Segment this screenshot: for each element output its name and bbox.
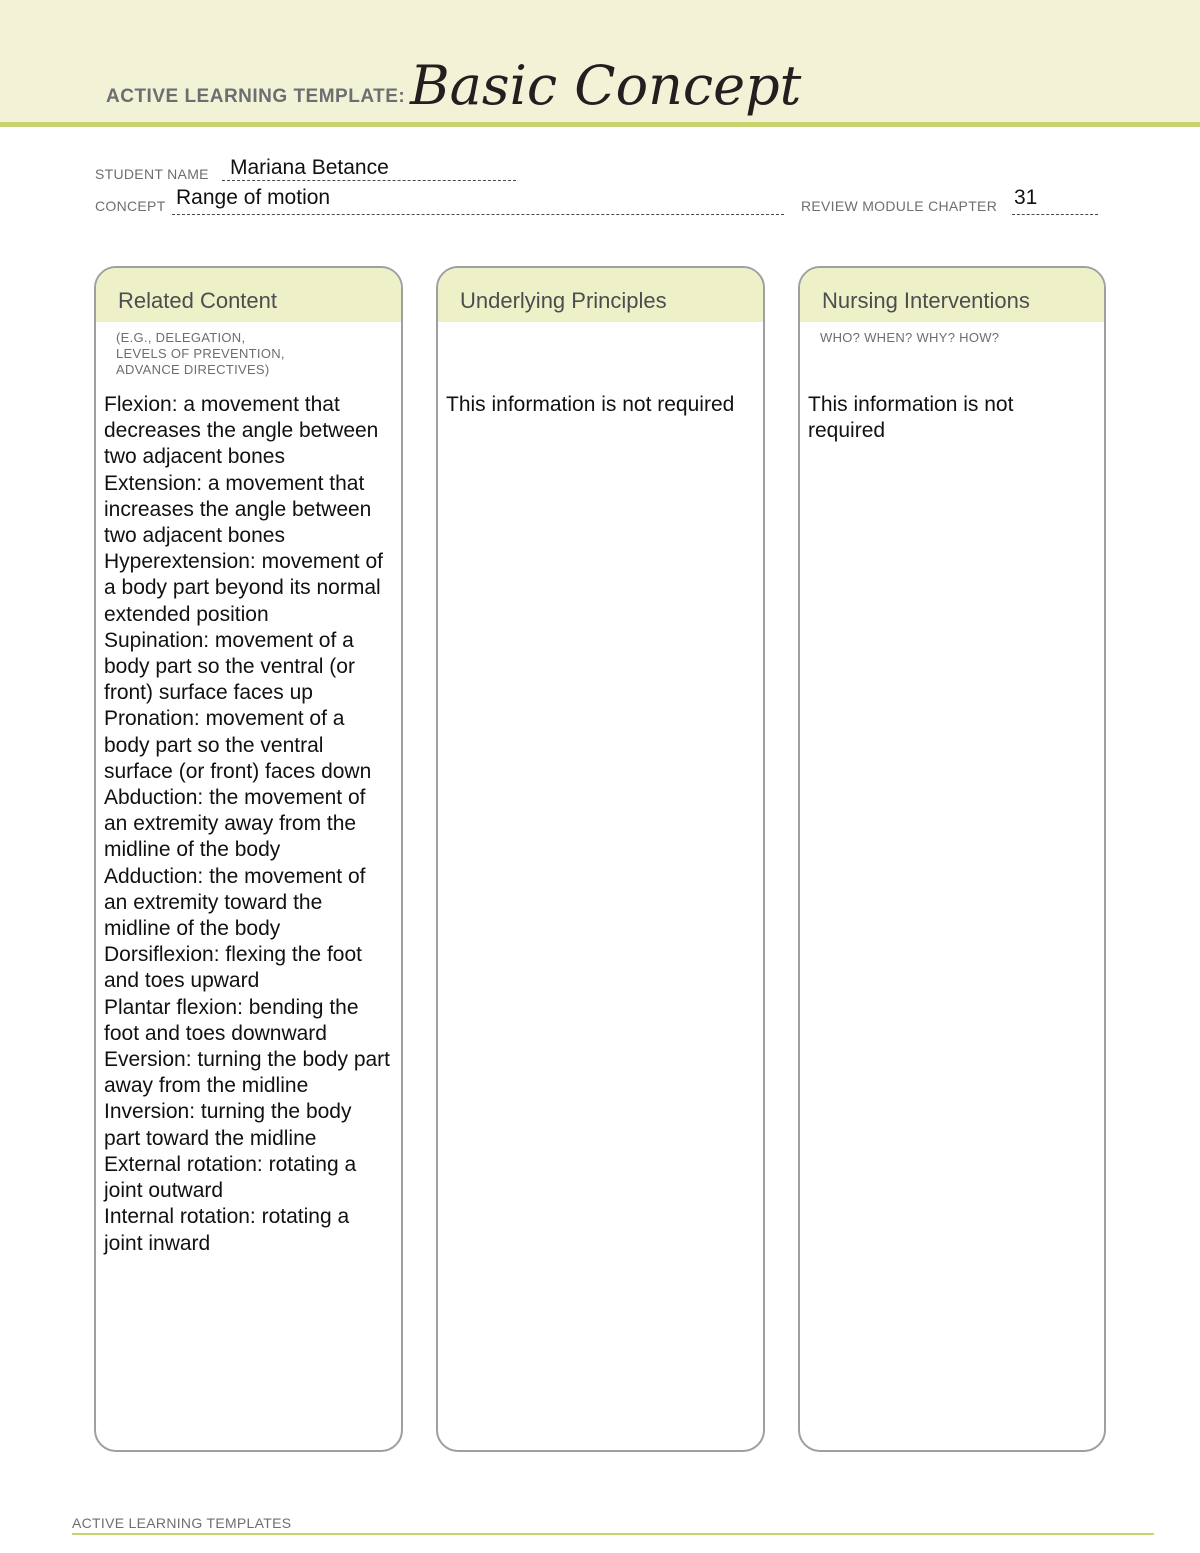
concept-label: CONCEPT — [95, 198, 166, 214]
nursing-interventions-panel — [798, 266, 1106, 1452]
footer-rule — [72, 1533, 1154, 1535]
related-content-hint — [116, 330, 285, 378]
related-content-item: Adduction: the movement of an extremity toward the midline of the body — [104, 864, 366, 941]
related-content-hint-line: LEVELS OF PREVENTION, — [116, 346, 285, 361]
related-content-item: Extension: a movement that increases the angle between two adjacent bones — [104, 471, 372, 548]
student-name-label: STUDENT NAME — [95, 166, 209, 182]
review-module-value[interactable]: 31 — [1014, 186, 1038, 209]
review-module-label: REVIEW MODULE CHAPTER — [801, 198, 998, 214]
underlying-principles-panel — [436, 266, 765, 1452]
template-title: Basic Concept — [410, 54, 802, 117]
related-content-item: External rotation: rotating a joint outward — [104, 1152, 357, 1203]
related-content-item: Dorsiflexion: flexing the foot and toes upward — [104, 943, 362, 993]
related-content-hint-line: ADVANCE DIRECTIVES) — [116, 362, 270, 377]
related-content-item: Hyperextension: movement of a body part beyond its normal extended position — [104, 550, 383, 626]
related-content-item: Plantar flexion: bending the foot and toes downward — [104, 995, 359, 1045]
header-rule — [0, 122, 1200, 127]
related-content-item: Pronation: movement of a body part so the ventral surface (or front) faces down — [104, 707, 372, 783]
related-content-item: Supination: movement of a body part so the ventral (or front) surface faces up — [104, 628, 355, 705]
underlying-principles-title: Underlying Principles — [438, 268, 763, 322]
related-content-body[interactable] — [104, 392, 393, 1257]
related-content-item: Eversion: turning the body part away from the midline — [104, 1048, 391, 1098]
related-content-item: Inversion: turning the body part toward the midline — [104, 1100, 352, 1150]
template-label: ACTIVE LEARNING TEMPLATE: — [106, 86, 406, 107]
nursing-interventions-hint: WHO? WHEN? WHY? HOW? — [820, 330, 1000, 345]
related-content-panel — [94, 266, 403, 1452]
footer-label: ACTIVE LEARNING TEMPLATES — [72, 1515, 292, 1531]
related-content-item: Abduction: the movement of an extremity away from the midline of the body — [104, 786, 366, 862]
nursing-interventions-title: Nursing Interventions — [800, 268, 1104, 322]
related-content-title: Related Content — [96, 268, 401, 322]
related-content-hint-line: (E.G., DELEGATION, — [116, 330, 246, 345]
related-content-item: Internal rotation: rotating a joint inward — [104, 1205, 350, 1255]
concept-value[interactable]: Range of motion — [176, 186, 331, 209]
student-name-value[interactable]: Mariana Betance — [230, 156, 389, 179]
underlying-principles-body[interactable]: This information is not required — [446, 393, 735, 416]
related-content-item: Flexion: a movement that decreases the angle between two adjacent bones — [104, 393, 379, 469]
nursing-interventions-body[interactable]: This information is not required — [808, 393, 1014, 443]
